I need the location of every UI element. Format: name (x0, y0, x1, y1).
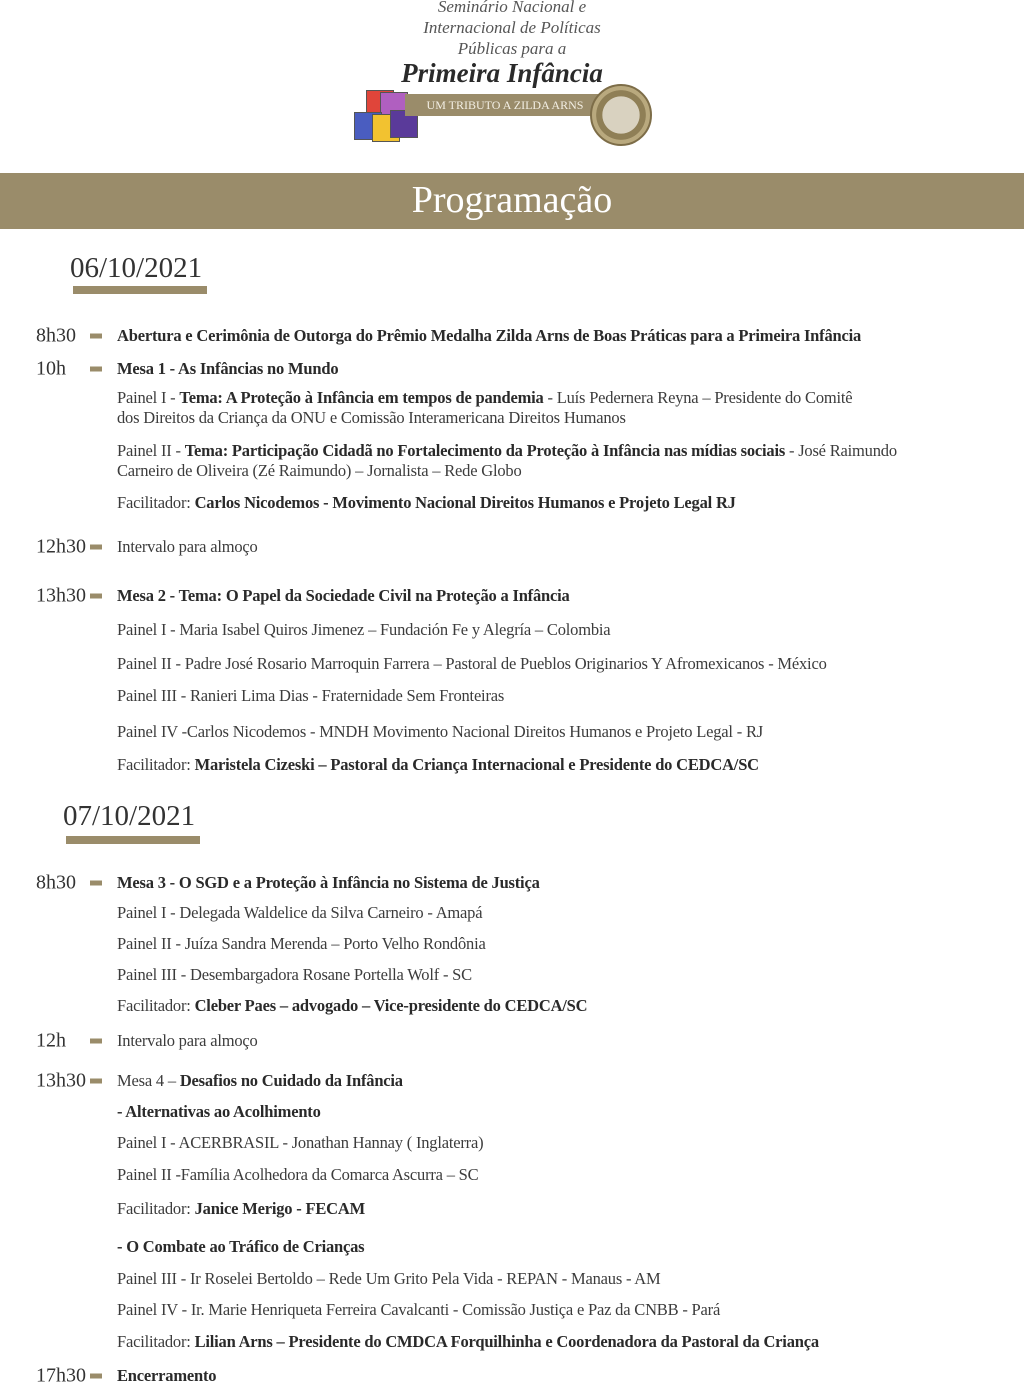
schedule-line (117, 1165, 478, 1185)
text: Facilitador: (117, 493, 195, 512)
date-underline (73, 286, 207, 294)
bold-text: Mesa 1 - As Infâncias no Mundo (117, 359, 339, 378)
schedule-line (117, 965, 472, 985)
schedule-time: 13h30 (36, 584, 86, 607)
schedule-line (117, 903, 482, 923)
schedule-line (117, 1102, 321, 1122)
text: Facilitador: (117, 1199, 195, 1218)
schedule-line (117, 1071, 403, 1091)
time-dash-marker (90, 881, 102, 886)
time-dash-marker (90, 1039, 102, 1044)
schedule-line (117, 996, 587, 1016)
bold-text: Tema: A Proteção à Infância em tempos de pandemia (179, 388, 544, 407)
text: Painel IV - Ir. Marie Henriqueta Ferreira Cavalcanti - Comissão Justiça e Paz da CNBB - Pará (117, 1300, 721, 1319)
text: Painel I - Delegada Waldelice da Silva Carneiro - Amapá (117, 903, 483, 922)
bold-text: Tema: Participação Cidadã no Fortalecimento da Proteção à Infância nas mídias sociais (184, 441, 786, 460)
zilda-arns-medal (590, 84, 652, 146)
header-line-1: Seminário Nacional e (437, 0, 587, 16)
schedule-time: 17h30 (36, 1364, 86, 1387)
text: Carneiro de Oliveira (Zé Raimundo) – Jornalista – Rede Globo (117, 461, 522, 480)
text: Facilitador: (117, 1332, 195, 1351)
text: dos Direitos da Criança da ONU e Comissão Interamericana Direitos Humanos (117, 408, 626, 427)
day-date: 07/10/2021 (63, 800, 196, 832)
bold-text: Maristela Cizeski – Pastoral da Criança Internacional e Presidente do CEDCA/SC (194, 755, 759, 774)
schedule-line (117, 1366, 216, 1386)
schedule-line (117, 359, 338, 379)
schedule-time: 13h30 (36, 1069, 86, 1092)
schedule-line (117, 686, 504, 706)
schedule-line (117, 934, 486, 954)
day-date: 06/10/2021 (70, 252, 203, 284)
schedule-line (117, 755, 759, 775)
schedule-line (117, 722, 763, 742)
schedule-time: 12h30 (36, 535, 86, 558)
schedule-line (117, 1133, 483, 1153)
text: Painel II - Padre José Rosario Marroquin Farrera – Pastoral de Pueblos Originarios Y Afromexicanos - México (117, 654, 827, 673)
text: Painel I - Maria Isabel Quiros Jimenez – Fundación Fe y Alegría – Colombia (117, 620, 611, 639)
date-underline (66, 836, 200, 844)
schedule-line (117, 1031, 258, 1051)
text: Painel III - Ir Roselei Bertoldo – Rede Um Grito Pela Vida - REPAN - Manaus - AM (117, 1269, 661, 1288)
bold-text: - Alternativas ao Acolhimento (117, 1102, 321, 1121)
schedule-line (117, 873, 540, 893)
time-dash-marker (90, 1079, 102, 1084)
text: Painel I - ACERBRASIL - Jonathan Hannay ( Inglaterra) (117, 1133, 484, 1152)
schedule-time: 8h30 (36, 871, 76, 894)
text: Facilitador: (117, 996, 195, 1015)
schedule-line (117, 537, 258, 557)
time-dash-marker (90, 1374, 102, 1379)
text: Facilitador: (117, 755, 195, 774)
bold-text: Desafios no Cuidado da Infância (179, 1071, 403, 1090)
schedule-line (117, 493, 736, 513)
schedule-line (117, 408, 626, 428)
schedule-line (117, 1269, 660, 1289)
bold-text: Encerramento (117, 1366, 217, 1385)
text: Painel II -Família Acolhedora da Comarca Ascurra – SC (117, 1165, 479, 1184)
bold-text: Abertura e Cerimônia de Outorga do Prêmio Medalha Zilda Arns de Boas Práticas para a Primeira Infância (117, 326, 862, 345)
text: Painel I - (117, 388, 180, 407)
bold-text: Mesa 3 - O SGD e a Proteção à Infância no Sistema de Justiça (117, 873, 540, 892)
time-dash-marker (90, 367, 102, 372)
text: Painel II - Juíza Sandra Merenda – Porto Velho Rondônia (117, 934, 486, 953)
text: Painel IV -Carlos Nicodemos - MNDH Movimento Nacional Direitos Humanos e Projeto Legal - RJ (117, 722, 763, 741)
schedule-line (117, 620, 610, 640)
bold-text: - O Combate ao Tráfico de Crianças (117, 1237, 365, 1256)
schedule-line (117, 461, 522, 481)
text: Painel III - Desembargadora Rosane Portella Wolf - SC (117, 965, 472, 984)
schedule-line (117, 1332, 819, 1352)
text: Painel III - Ranieri Lima Dias - Fraternidade Sem Fronteiras (117, 686, 505, 705)
header-line-3: Públicas para a (457, 39, 567, 58)
tribute-ribbon: UM TRIBUTO A ZILDA ARNS (405, 94, 605, 116)
schedule-line (117, 1300, 720, 1320)
bold-text: Cleber Paes – advogado – Vice-presidente do CEDCA/SC (194, 996, 588, 1015)
time-dash-marker (90, 594, 102, 599)
programacao-banner: Programação (0, 173, 1024, 229)
schedule-line (117, 326, 861, 346)
schedule-line (117, 1199, 365, 1219)
schedule-line (117, 654, 827, 674)
bold-text: Lilian Arns – Presidente do CMDCA Forquilhinha e Coordenadora da Pastoral da Criança (194, 1332, 819, 1351)
text: - José Raimundo (785, 441, 897, 460)
schedule-line (117, 586, 570, 606)
schedule-line (117, 1237, 364, 1257)
schedule-time: 10h (36, 357, 66, 380)
schedule-line (117, 388, 852, 408)
time-dash-marker (90, 545, 102, 550)
text: Intervalo para almoço (117, 1031, 258, 1050)
bold-text: Carlos Nicodemos - Movimento Nacional Direitos Humanos e Projeto Legal RJ (194, 493, 736, 512)
bold-text: Mesa 2 - Tema: O Papel da Sociedade Civil na Proteção a Infância (117, 586, 570, 605)
time-dash-marker (90, 334, 102, 339)
header-line-2: Internacional de Políticas (423, 18, 601, 37)
bold-text: Janice Merigo - FECAM (194, 1199, 365, 1218)
event-title: Primeira Infância (401, 58, 603, 88)
text: Painel II - (117, 441, 185, 460)
text: Intervalo para almoço (117, 537, 258, 556)
text: - Luís Pedernera Reyna – Presidente do Comitê (543, 388, 853, 407)
text: Mesa 4 – (117, 1071, 180, 1090)
schedule-time: 8h30 (36, 324, 76, 347)
schedule-line (117, 441, 897, 461)
schedule-time: 12h (36, 1029, 66, 1052)
